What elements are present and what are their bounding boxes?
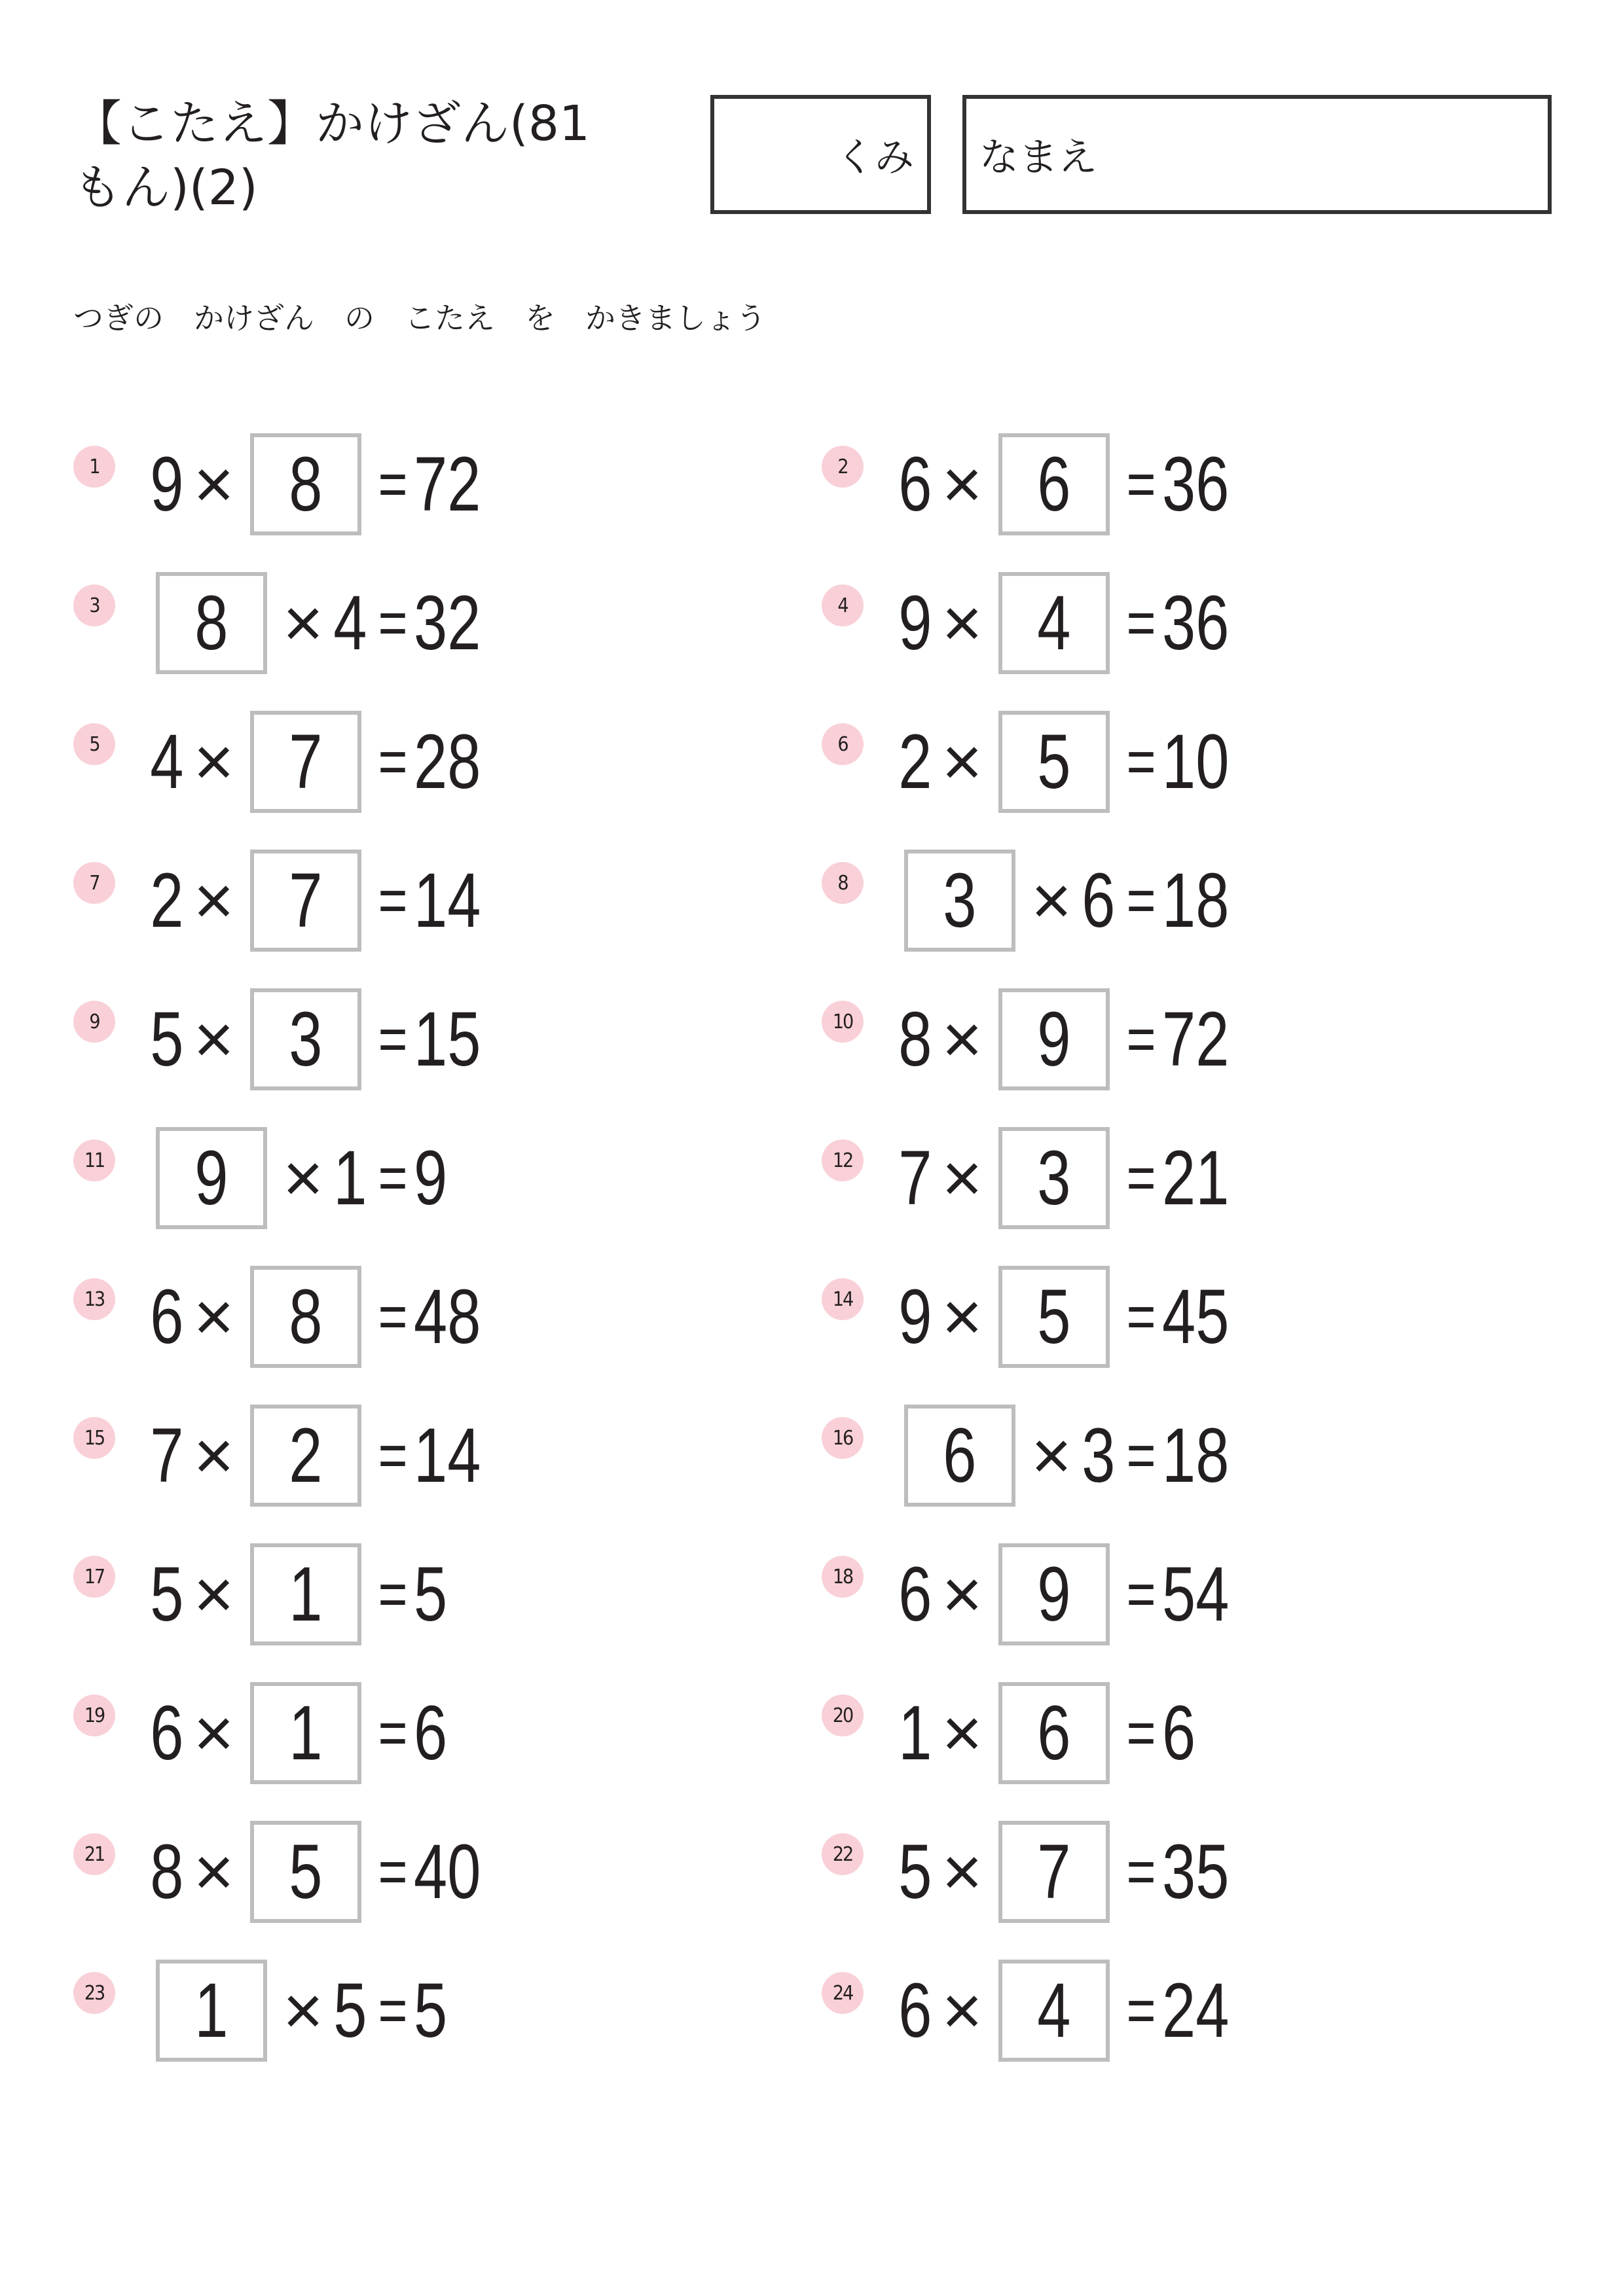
- product: 18: [1161, 857, 1229, 944]
- multiplier-answer-box[interactable]: [250, 850, 361, 952]
- multiplier: 5: [333, 1967, 367, 2054]
- multiplicand: 8: [150, 1829, 184, 1915]
- problem-number-badge: 7: [73, 862, 115, 904]
- product: 6: [1161, 1690, 1195, 1776]
- problem-20: [822, 1677, 1205, 1789]
- multiplier-answer-box[interactable]: [250, 1266, 361, 1368]
- multiplier-answer-box[interactable]: [998, 1682, 1110, 1784]
- multiplicand-answer-box[interactable]: [156, 572, 267, 674]
- times-sign: ×: [941, 1139, 983, 1217]
- product: 45: [1161, 1274, 1229, 1360]
- problem-10: [822, 984, 1248, 1095]
- problem-1: [73, 429, 500, 540]
- times-sign: ×: [941, 1001, 983, 1078]
- product: 72: [413, 441, 481, 528]
- times-sign: ×: [193, 1278, 234, 1355]
- problem-number-badge: 10: [822, 1001, 864, 1043]
- equals-sign: =: [1126, 1837, 1156, 1907]
- times-sign: ×: [941, 1972, 983, 2049]
- worksheet-title: [73, 92, 643, 220]
- multiplicand-answer: 1: [194, 1967, 228, 2054]
- multiplicand-answer-box[interactable]: [156, 1960, 267, 2062]
- multiplier-answer: 1: [288, 1551, 323, 1638]
- multiplier-answer: 6: [1036, 1690, 1071, 1776]
- multiplier-answer-box[interactable]: [998, 1127, 1110, 1229]
- multiplier-answer-box[interactable]: [250, 988, 361, 1090]
- product: 10: [1161, 719, 1229, 805]
- multiplicand: 9: [150, 441, 184, 528]
- multiplier-answer-box[interactable]: [250, 1405, 361, 1507]
- problem-22: [822, 1816, 1248, 1928]
- multiplier-answer-box[interactable]: [250, 1543, 361, 1645]
- problem-16: [822, 1400, 1248, 1511]
- multiplier-answer: 6: [1036, 441, 1071, 528]
- equals-sign: =: [378, 1837, 408, 1907]
- class-field[interactable]: [710, 95, 931, 214]
- multiplier-answer-box[interactable]: [250, 1682, 361, 1784]
- problem-6: [822, 706, 1248, 817]
- multiplicand: 8: [898, 996, 932, 1083]
- problem-number-badge: 8: [822, 862, 864, 904]
- problem-number-badge: 11: [73, 1139, 115, 1181]
- times-sign: ×: [941, 1695, 983, 1772]
- multiplicand: 5: [150, 1551, 184, 1638]
- problem-number-badge: 15: [73, 1417, 115, 1459]
- problem-9: [73, 984, 500, 1095]
- equals-sign: =: [378, 588, 408, 658]
- multiplier-answer-box[interactable]: [998, 1266, 1110, 1368]
- problem-3: [73, 567, 500, 679]
- problem-number-badge: 17: [73, 1556, 115, 1598]
- product: 36: [1161, 441, 1229, 528]
- multiplicand: 5: [898, 1829, 932, 1915]
- problem-4: [822, 567, 1248, 679]
- equals-sign: =: [378, 1559, 408, 1629]
- equals-sign: =: [378, 1143, 408, 1213]
- times-sign: ×: [193, 1417, 234, 1494]
- problem-number-badge: 12: [822, 1139, 864, 1181]
- multiplier-answer-box[interactable]: [998, 1821, 1110, 1923]
- product: 15: [413, 996, 481, 1083]
- multiplier-answer: 2: [288, 1412, 323, 1499]
- problem-23: [73, 1955, 456, 2066]
- problem-14: [822, 1261, 1248, 1372]
- product: 24: [1161, 1967, 1229, 2054]
- multiplier-answer-box[interactable]: [250, 711, 361, 813]
- product: 14: [413, 1412, 481, 1499]
- multiplicand: 6: [898, 1551, 932, 1638]
- multiplier-answer: 7: [1036, 1829, 1071, 1915]
- equals-sign: =: [1126, 1143, 1156, 1213]
- product: 21: [1161, 1135, 1229, 1221]
- multiplier-answer: 4: [1036, 580, 1071, 666]
- multiplier-answer-box[interactable]: [998, 1960, 1110, 2062]
- multiplier-answer-box[interactable]: [998, 988, 1110, 1090]
- multiplicand: 1: [898, 1690, 932, 1776]
- multiplier-answer: 3: [1036, 1135, 1071, 1221]
- multiplicand-answer: 3: [943, 857, 977, 944]
- multiplicand-answer-box[interactable]: [156, 1127, 267, 1229]
- equals-sign: =: [1126, 1698, 1156, 1768]
- product: 48: [413, 1274, 481, 1360]
- multiplier-answer: 7: [288, 719, 323, 805]
- times-sign: ×: [283, 1139, 323, 1217]
- multiplicand-answer: 6: [943, 1412, 977, 1499]
- multiplier-answer: 1: [288, 1690, 323, 1776]
- problem-number-badge: 2: [822, 446, 864, 488]
- multiplicand: 2: [898, 719, 932, 805]
- multiplier: 6: [1082, 857, 1116, 944]
- product: 35: [1161, 1829, 1229, 1915]
- equals-sign: =: [378, 1698, 408, 1768]
- problem-number-badge: 18: [822, 1556, 864, 1598]
- multiplicand: 6: [898, 1967, 932, 2054]
- product: 14: [413, 857, 481, 944]
- multiplicand-answer-box[interactable]: [904, 1405, 1015, 1507]
- times-sign: ×: [941, 1833, 983, 1910]
- multiplier-answer: 7: [288, 857, 323, 944]
- equals-sign: =: [1126, 449, 1156, 519]
- multiplicand: 9: [898, 1274, 932, 1360]
- times-sign: ×: [193, 862, 234, 939]
- problem-number-badge: 9: [73, 1001, 115, 1043]
- multiplier-answer: 3: [288, 996, 323, 1083]
- problem-number-badge: 19: [73, 1695, 115, 1736]
- product: 5: [413, 1551, 447, 1638]
- multiplicand: 6: [898, 441, 932, 528]
- multiplicand-answer-box[interactable]: [904, 850, 1015, 952]
- problem-5: [73, 706, 500, 817]
- problem-12: [822, 1122, 1248, 1234]
- multiplicand: 6: [150, 1274, 184, 1360]
- equals-sign: =: [1126, 1004, 1156, 1074]
- equals-sign: =: [378, 865, 408, 935]
- title-line-1: 【こたえ】かけざん(81: [73, 96, 591, 152]
- equals-sign: =: [1126, 1282, 1156, 1352]
- problem-number-badge: 5: [73, 723, 115, 765]
- problem-11: [73, 1122, 456, 1234]
- multiplier: 1: [333, 1135, 367, 1221]
- equals-sign: =: [1126, 1420, 1156, 1490]
- problem-number-badge: 4: [822, 584, 864, 626]
- times-sign: ×: [941, 1556, 983, 1633]
- product: 32: [413, 580, 481, 666]
- times-sign: ×: [1031, 1417, 1072, 1494]
- problem-15: [73, 1400, 500, 1511]
- multiplier-answer-box[interactable]: [250, 1821, 361, 1923]
- product: 6: [413, 1690, 447, 1776]
- multiplicand-answer: 8: [194, 580, 228, 666]
- problem-number-badge: 21: [73, 1833, 115, 1875]
- equals-sign: =: [378, 1282, 408, 1352]
- problem-number-badge: 20: [822, 1695, 864, 1736]
- name-field[interactable]: [962, 95, 1552, 214]
- problem-17: [73, 1539, 456, 1650]
- times-sign: ×: [941, 584, 983, 662]
- equals-sign: =: [378, 449, 408, 519]
- multiplicand: 9: [898, 580, 932, 666]
- multiplier-answer: 8: [288, 441, 323, 528]
- equals-sign: =: [1126, 1975, 1156, 2045]
- product: 9: [413, 1135, 447, 1221]
- multiplier-answer-box[interactable]: [998, 572, 1110, 674]
- equals-sign: =: [378, 1975, 408, 2045]
- multiplicand: 5: [150, 996, 184, 1083]
- problem-2: [822, 429, 1248, 540]
- multiplier-answer: 5: [1036, 1274, 1071, 1360]
- product: 72: [1161, 996, 1229, 1083]
- times-sign: ×: [941, 723, 983, 800]
- times-sign: ×: [283, 1972, 323, 2049]
- multiplier-answer: 5: [288, 1829, 323, 1915]
- multiplicand: 7: [150, 1412, 184, 1499]
- problem-number-badge: 24: [822, 1972, 864, 2014]
- multiplier-answer: 8: [288, 1274, 323, 1360]
- multiplicand: 4: [150, 719, 184, 805]
- times-sign: ×: [193, 1556, 234, 1633]
- problem-21: [73, 1816, 500, 1928]
- problem-number-badge: 22: [822, 1833, 864, 1875]
- multiplier: 4: [333, 580, 367, 666]
- problem-number-badge: 3: [73, 584, 115, 626]
- multiplier-answer-box[interactable]: [998, 1543, 1110, 1645]
- times-sign: ×: [193, 1001, 234, 1078]
- problem-number-badge: 23: [73, 1972, 115, 2014]
- class-label: くみ: [835, 135, 914, 181]
- multiplier-answer-box[interactable]: [998, 711, 1110, 813]
- multiplicand: 6: [150, 1690, 184, 1776]
- multiplicand-answer: 9: [194, 1135, 228, 1221]
- equals-sign: =: [378, 726, 408, 797]
- problem-19: [73, 1677, 456, 1789]
- times-sign: ×: [193, 1833, 234, 1910]
- product: 5: [413, 1967, 447, 2054]
- title-line-2: もん)(2): [73, 160, 258, 216]
- multiplier-answer: 5: [1036, 719, 1071, 805]
- times-sign: ×: [283, 584, 323, 662]
- multiplier-answer-box[interactable]: [250, 433, 361, 535]
- equals-sign: =: [1126, 1559, 1156, 1629]
- times-sign: ×: [941, 446, 983, 523]
- multiplicand: 2: [150, 857, 184, 944]
- times-sign: ×: [193, 1695, 234, 1772]
- multiplier-answer: 4: [1036, 1967, 1071, 2054]
- problem-8: [822, 845, 1248, 956]
- product: 54: [1161, 1551, 1229, 1638]
- multiplicand: 7: [898, 1135, 932, 1221]
- problem-number-badge: 1: [73, 446, 115, 488]
- equals-sign: =: [1126, 865, 1156, 935]
- equals-sign: =: [1126, 588, 1156, 658]
- times-sign: ×: [941, 1278, 983, 1355]
- multiplier-answer-box[interactable]: [998, 433, 1110, 535]
- problem-13: [73, 1261, 500, 1372]
- problem-18: [822, 1539, 1248, 1650]
- equals-sign: =: [378, 1004, 408, 1074]
- instruction-text: つぎの かけざん の こたえ を かきましょう: [73, 300, 766, 336]
- problem-24: [822, 1955, 1248, 2066]
- product: 18: [1161, 1412, 1229, 1499]
- equals-sign: =: [1126, 726, 1156, 797]
- product: 40: [413, 1829, 481, 1915]
- problem-number-badge: 13: [73, 1278, 115, 1320]
- multiplier: 3: [1082, 1412, 1116, 1499]
- problem-number-badge: 6: [822, 723, 864, 765]
- problem-number-badge: 16: [822, 1417, 864, 1459]
- problem-7: [73, 845, 500, 956]
- multiplier-answer: 9: [1036, 1551, 1071, 1638]
- problem-number-badge: 14: [822, 1278, 864, 1320]
- times-sign: ×: [193, 446, 234, 523]
- name-label: なまえ: [979, 135, 1097, 181]
- times-sign: ×: [1031, 862, 1072, 939]
- product: 28: [413, 719, 481, 805]
- times-sign: ×: [193, 723, 234, 800]
- equals-sign: =: [378, 1420, 408, 1490]
- multiplier-answer: 9: [1036, 996, 1071, 1083]
- product: 36: [1161, 580, 1229, 666]
